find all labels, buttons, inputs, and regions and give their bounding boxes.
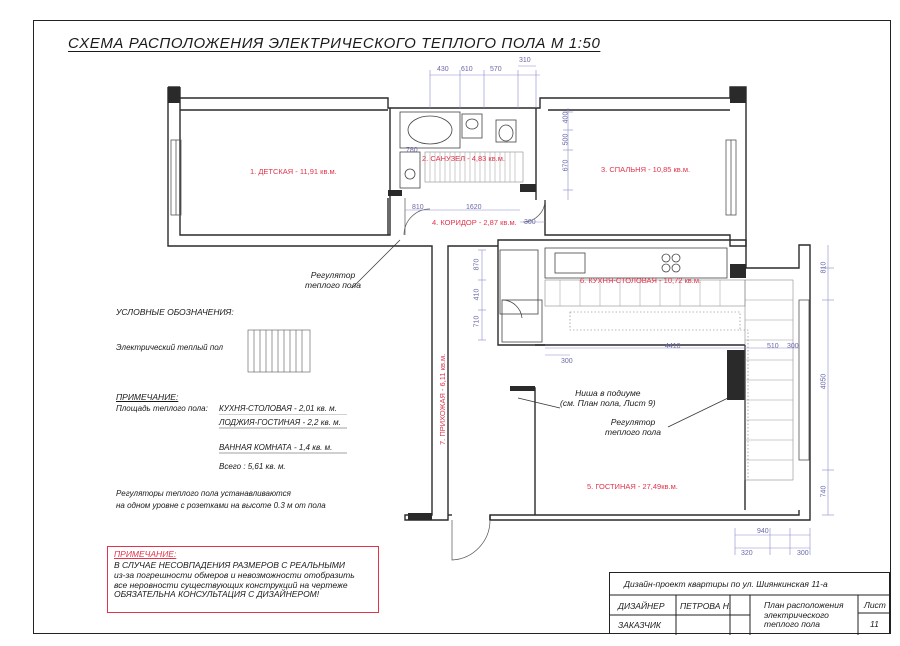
regulator-callout-2 (605, 417, 661, 437)
designer-name: ПЕТРОВА Н. (680, 601, 732, 611)
dim-400: 400 (562, 111, 570, 124)
legend-item-heated-floor: Электрический теплый пол (116, 343, 224, 352)
dim-4050: 4050 (820, 373, 828, 390)
note1-loggia-area: ЛОДЖИЯ-ГОСТИНАЯ - 2,2 кв. м. (219, 418, 341, 427)
regulator-callout-2-line1: Регулятор (610, 417, 656, 427)
room-label-spalnya: 3. СПАЛЬНЯ - 10,85 кв.м. (601, 165, 691, 174)
note1-heading: ПРИМЕЧАНИЕ: (116, 392, 179, 402)
sheet-title-line3: теплого пола (764, 619, 820, 629)
sheet-number: 11 (870, 619, 879, 629)
note1-kitchen-area: КУХНЯ-СТОЛОВАЯ - 2,01 кв. м. (219, 404, 337, 413)
kitchen-fixtures (500, 248, 727, 342)
title-block (609, 572, 890, 634)
sheet-title (764, 601, 844, 630)
warning-note-line2: из-за погрешности обмеров и невозможности отобразить (114, 569, 355, 580)
dim-810: 810 (412, 204, 424, 211)
warning-note-line4: ОБЯЗАТЕЛЬНА КОНСУЛЬТАЦИЯ С ДИЗАЙНЕРОМ! (114, 589, 320, 600)
sheet-title-line1: План расположения (764, 600, 844, 610)
dim-300-corridor: 300 (524, 219, 536, 226)
dim-300-bottom: 300 (797, 550, 809, 557)
leader-lines (352, 240, 728, 427)
legend-heading: УСЛОВНЫЕ ОБОЗНАЧЕНИЯ: (116, 307, 234, 317)
note1-regulators-line1: Регуляторы теплого пола устанавливаются (116, 489, 291, 498)
warning-note-box (107, 546, 379, 613)
dim-710: 710 (473, 315, 481, 328)
room-label-gostinaya: 5. ГОСТИНАЯ - 27,49кв.м. (587, 482, 678, 491)
dim-430: 430 (437, 66, 449, 73)
warning-note-heading: ПРИМЕЧАНИЕ: (114, 549, 177, 559)
room-label-prihozhaya: 7. ПРИХОЖАЯ - 6,11 кв.м. (438, 353, 447, 445)
note1-underlines (219, 414, 349, 472)
dim-610: 610 (461, 66, 473, 73)
niche-callout (560, 388, 656, 408)
niche-callout-line1: Ниша в подиуме (575, 388, 641, 398)
regulator-callout-1-line2: теплого пола (305, 280, 361, 290)
note1-regulators-line2: на одном уровне с розетками на высоте 0.3 м от пола (116, 501, 326, 510)
doors (404, 198, 545, 560)
room-label-koridor: 4. КОРИДОР - 2,87 кв.м. (432, 218, 517, 227)
note1-area-label: Площадь теплого пола: (116, 404, 208, 413)
client-label: ЗАКАЗЧИК (618, 620, 661, 630)
note1-total-area: Всего : 5,61 кв. м. (219, 462, 286, 471)
drawing-title: СХЕМА РАСПОЛОЖЕНИЯ ЭЛЕКТРИЧЕСКОГО ТЕПЛОГО ПОЛА М 1:50 (68, 35, 601, 52)
room-label-kuhnya: 6. КУХНЯ-СТОЛОВАЯ - 10,72 кв.м. (580, 276, 702, 285)
dim-500: 500 (562, 133, 570, 146)
dim-780: 780 (406, 147, 418, 154)
dim-940: 940 (757, 528, 769, 535)
regulator-callout-2-line2: теплого пола (605, 427, 661, 437)
dim-570: 570 (490, 66, 502, 73)
regulator-callout-1-line1: Регулятор (310, 270, 356, 280)
dim-870: 870 (473, 258, 481, 271)
dim-810-right: 810 (820, 261, 828, 274)
dim-310: 310 (519, 57, 531, 64)
dim-740: 740 (820, 485, 828, 498)
room-label-detskaya: 1. ДЕТСКАЯ - 11,91 кв.м. (250, 167, 337, 176)
dim-1620: 1620 (466, 204, 482, 211)
dim-320: 320 (741, 550, 753, 557)
warning-note-line1: В СЛУЧАЕ НЕСОВПАДЕНИЯ РАЗМЕРОВ С РЕАЛЬНЫМИ (114, 560, 345, 570)
kitchen-heated-floor (545, 280, 793, 480)
regulator-callout-1 (305, 270, 361, 290)
note1-bath-area: ВАННАЯ КОМНАТА - 1,4 кв. м. (219, 443, 333, 452)
legend-swatch (248, 330, 310, 372)
dim-300-right: 300 (787, 343, 799, 350)
dim-410: 410 (473, 288, 481, 301)
warning-note-line3: все неровности существующих конструкций на чертеже (114, 579, 348, 590)
dim-4410: 4410 (665, 343, 681, 350)
sheet-label: Лист (864, 600, 886, 610)
warning-note-body (114, 561, 355, 600)
niche-callout-line2: (см. План пола, Лист 9) (560, 398, 656, 408)
dim-670: 670 (562, 159, 570, 172)
room-label-sanuzel: 2. САНУЗЕЛ - 4,83 кв.м. (422, 154, 505, 163)
sheet-title-line2: электрического (764, 609, 829, 620)
dim-510: 510 (767, 343, 779, 350)
designer-label: ДИЗАЙНЕР (618, 601, 665, 611)
dim-300-kitchen: 300 (561, 358, 573, 365)
project-name: Дизайн-проект квартиры по ул. Шиянкинская 11-а (624, 579, 828, 589)
